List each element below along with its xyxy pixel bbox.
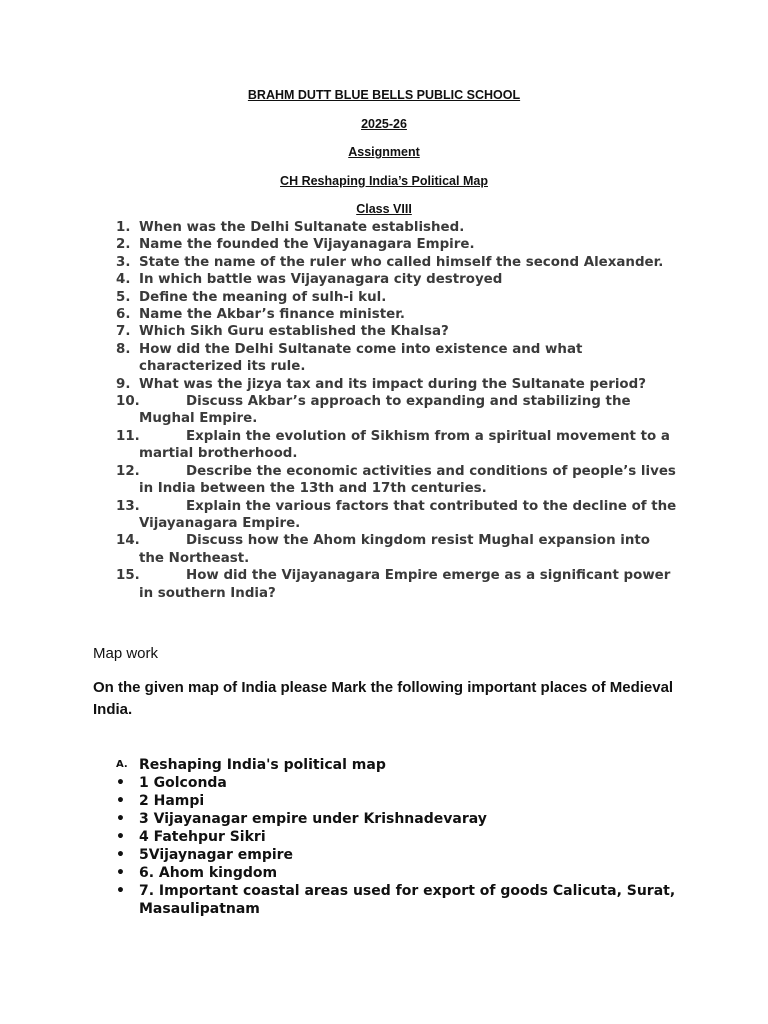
question-item	[0, 532, 679, 567]
question-text: Name the Akbar’s finance minister.	[139, 307, 406, 323]
map-work-heading: Map work	[93, 645, 159, 662]
list-item	[0, 774, 699, 792]
question-number: 4.	[116, 272, 131, 288]
question-item	[0, 393, 679, 428]
list-item-text: Reshaping India's political map	[139, 757, 386, 773]
question-number: 10.	[116, 394, 140, 410]
question-number: 3.	[116, 254, 131, 270]
question-number: 15.	[116, 568, 140, 584]
list-item	[0, 792, 699, 810]
question-text: Discuss how the Ahom kingdom resist Mughal expansion into the Northeast.	[139, 533, 651, 566]
list-item	[0, 864, 699, 882]
bullet-icon: •	[116, 829, 125, 845]
session-year: 2025-26	[361, 117, 407, 131]
question-text: What was the jizya tax and its impact during the Sultanate period?	[139, 376, 646, 392]
list-item-text: 2 Hampi	[139, 793, 205, 809]
question-item	[0, 289, 679, 306]
question-number: 12.	[116, 463, 140, 479]
list-marker: A.	[116, 759, 128, 770]
bullet-icon: •	[116, 775, 125, 791]
question-text: Define the meaning of sulh-i kul.	[139, 289, 387, 305]
bullet-icon: •	[116, 793, 125, 809]
list-item-text: 6. Ahom kingdom	[139, 865, 278, 881]
question-text: Explain the various factors that contributed to the decline of the Vijayanagara Empire.	[139, 498, 677, 531]
question-number: 9.	[116, 376, 131, 392]
question-text: Discuss Akbar’s approach to expanding and stabilizing the Mughal Empire.	[139, 394, 631, 427]
bullet-icon: •	[116, 883, 125, 899]
question-text: How did the Delhi Sultanate come into existence and what characterized its rule.	[139, 341, 583, 375]
question-item	[0, 254, 679, 271]
places-list	[0, 756, 768, 918]
question-number: 13.	[116, 498, 140, 514]
list-item-text: 1 Golconda	[139, 775, 227, 791]
question-item	[0, 306, 679, 323]
chapter-title: CH Reshaping India’s Political Map	[280, 174, 488, 188]
class-label: Class VIII	[356, 202, 412, 216]
question-text: When was the Delhi Sultanate established.	[139, 220, 465, 235]
list-item	[0, 810, 699, 828]
question-number: 14.	[116, 533, 140, 549]
question-item	[0, 498, 679, 533]
question-item	[0, 463, 679, 498]
question-item	[0, 567, 679, 602]
question-number: 1.	[116, 220, 131, 235]
list-item	[0, 846, 699, 864]
question-list	[0, 219, 768, 602]
list-item	[0, 756, 699, 774]
question-text: In which battle was Vijayanagara city destroyed	[139, 272, 503, 288]
question-item	[0, 323, 679, 340]
bullet-icon: •	[116, 847, 125, 863]
question-item	[0, 376, 679, 393]
list-item	[0, 882, 699, 918]
question-number: 6.	[116, 307, 131, 323]
question-item	[0, 219, 679, 236]
document-type: Assignment	[348, 145, 420, 159]
question-item	[0, 428, 679, 463]
question-number: 2.	[116, 237, 131, 253]
question-text: Explain the evolution of Sikhism from a spiritual movement to a martial brotherhood.	[139, 428, 670, 462]
question-number: 8.	[116, 341, 131, 357]
question-text: Which Sikh Guru established the Khalsa?	[139, 324, 449, 340]
question-number: 11.	[116, 428, 140, 444]
question-number: 7.	[116, 324, 131, 340]
question-text: Describe the economic activities and conditions of people’s lives in India between the 13th and 17th centuries.	[139, 463, 676, 497]
question-item	[0, 271, 679, 288]
question-item	[0, 236, 679, 253]
question-item	[0, 341, 679, 376]
bullet-icon: •	[116, 865, 125, 881]
list-item-text: 3 Vijayanagar empire under Krishnadevaray	[139, 811, 487, 827]
question-text: Name the founded the Vijayanagara Empire.	[139, 237, 475, 253]
bullet-icon: •	[116, 811, 125, 827]
question-text: How did the Vijayanagara Empire emerge as a significant power in southern India?	[139, 568, 671, 601]
list-item	[0, 828, 699, 846]
question-number: 5.	[116, 289, 131, 305]
list-item-text: 4 Fatehpur Sikri	[139, 829, 266, 845]
question-text: State the name of the ruler who called himself the second Alexander.	[139, 254, 664, 270]
list-item-text: 5Vijaynagar empire	[139, 847, 294, 863]
map-work-instruction: On the given map of India please Mark the following important places of Medieval India.	[93, 679, 674, 718]
list-item-text: 7. Important coastal areas used for export of goods Calicuta, Surat, Masaulipatnam	[139, 883, 676, 917]
school-name: BRAHM DUTT BLUE BELLS PUBLIC SCHOOL	[247, 88, 521, 102]
